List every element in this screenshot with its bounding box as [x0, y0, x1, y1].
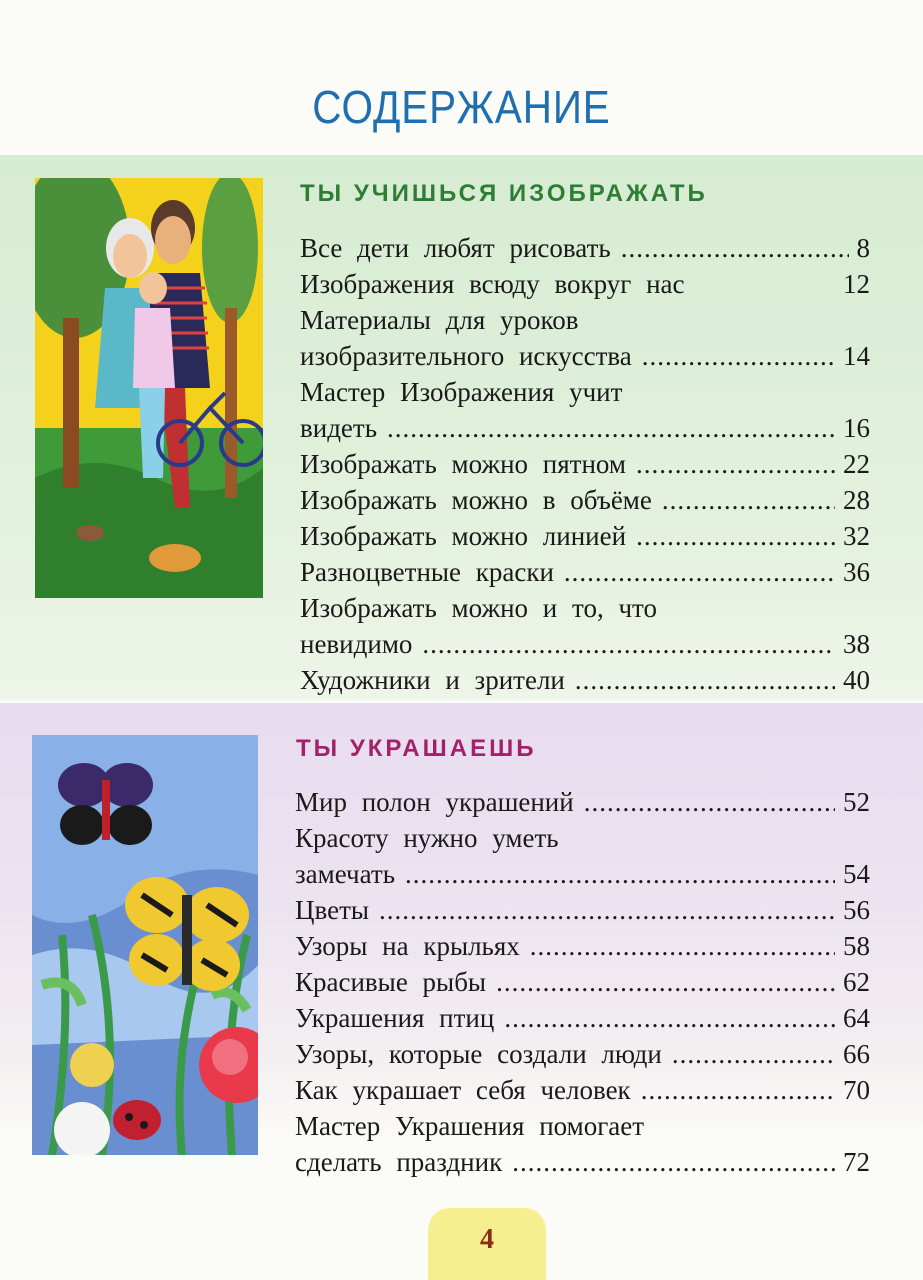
toc-entry-title: Цветы: [295, 895, 370, 925]
toc-entry[interactable]: [295, 1072, 870, 1108]
toc-entry-title: Мастер Изображения учит: [300, 377, 623, 407]
toc-entry[interactable]: [300, 266, 870, 302]
toc-entry[interactable]: [295, 964, 870, 1000]
toc-entry-title: Украшения птиц: [295, 1003, 495, 1033]
toc-entry[interactable]: [300, 230, 870, 266]
toc-entry-title: Красоту нужно уметь: [295, 823, 559, 853]
toc-entry-title: Все дети любят рисовать: [300, 233, 611, 263]
toc-entry-page: 62: [843, 967, 870, 997]
toc-entry[interactable]: [295, 784, 870, 820]
toc-entry-page: 38: [843, 629, 870, 659]
toc-entry[interactable]: [300, 662, 870, 698]
toc-entry-page: 40: [843, 665, 870, 695]
section1-heading: ТЫ УЧИШЬСЯ ИЗОБРАЖАТЬ: [300, 180, 708, 207]
toc-entry-title: изобразительного искусства: [300, 341, 632, 371]
page-number: 4: [480, 1224, 494, 1255]
toc-entry-page: 28: [843, 485, 870, 515]
toc-entry-page: 72: [843, 1147, 870, 1177]
section1-illustration: [35, 178, 263, 598]
toc-entry-page: 8: [856, 233, 870, 263]
toc-entry-page: 12: [843, 269, 870, 299]
toc-entry-line2[interactable]: [300, 626, 870, 662]
toc-entry-page: 14: [843, 341, 870, 371]
toc-entry-page: 58: [843, 931, 870, 961]
toc-entry-page: 56: [843, 895, 870, 925]
section1-toc: [300, 230, 870, 698]
toc-entry-title: Изображать можно и то, что: [300, 593, 657, 623]
toc-entry-page: 66: [843, 1039, 870, 1069]
toc-entry-title: Изображения всюду вокруг нас: [300, 269, 685, 299]
toc-entry[interactable]: [300, 482, 870, 518]
toc-entry[interactable]: [295, 892, 870, 928]
toc-entry-title: Красивые рыбы: [295, 967, 487, 997]
toc-entry-page: 70: [843, 1075, 870, 1105]
toc-entry-title: Узоры, которые создали люди: [295, 1039, 662, 1069]
toc-entry-title: Художники и зрители: [300, 665, 565, 695]
toc-entry-title: сделать праздник: [295, 1147, 503, 1177]
toc-entry-title: Изображать можно в объёме: [300, 485, 652, 515]
toc-entry-page: 22: [843, 449, 870, 479]
toc-entry-line1[interactable]: [295, 820, 870, 856]
toc-entry[interactable]: [300, 554, 870, 590]
toc-entry-title: Мир полон украшений: [295, 787, 574, 817]
toc-entry-title: Материалы для уроков: [300, 305, 579, 335]
toc-entry-title: Узоры на крыльях: [295, 931, 520, 961]
toc-entry-line1[interactable]: [300, 590, 870, 626]
toc-entry-title: Мастер Украшения помогает: [295, 1111, 645, 1141]
toc-entry-page: 36: [843, 557, 870, 587]
section2-toc: [295, 784, 870, 1180]
toc-entry-line1[interactable]: [300, 302, 870, 338]
toc-entry-title: Разноцветные краски: [300, 557, 554, 587]
page-title: СОДЕРЖАНИЕ: [312, 81, 611, 133]
section2-heading: ТЫ УКРАШАЕШЬ: [296, 735, 537, 762]
toc-entry[interactable]: [300, 518, 870, 554]
toc-entry-line2[interactable]: [295, 1144, 870, 1180]
toc-entry-line1[interactable]: [295, 1108, 870, 1144]
toc-entry-line1[interactable]: [300, 374, 870, 410]
toc-entry-page: 52: [843, 787, 870, 817]
toc-entry-page: 64: [843, 1003, 870, 1033]
toc-entry-page: 32: [843, 521, 870, 551]
toc-entry-page: 54: [843, 859, 870, 889]
toc-entry-title: Изображать можно пятном: [300, 449, 626, 479]
toc-entry-line2[interactable]: [300, 410, 870, 446]
toc-entry[interactable]: [295, 1036, 870, 1072]
toc-entry-page: 16: [843, 413, 870, 443]
toc-entry-line2[interactable]: [295, 856, 870, 892]
toc-entry-title: замечать: [295, 859, 396, 889]
toc-entry[interactable]: [295, 1000, 870, 1036]
section2-illustration: [32, 735, 258, 1155]
toc-entry-title: невидимо: [300, 629, 413, 659]
toc-entry-title: Изображать можно линией: [300, 521, 627, 551]
toc-entry[interactable]: [295, 928, 870, 964]
toc-entry-title: Как украшает себя человек: [295, 1075, 631, 1105]
toc-entry-title: видеть: [300, 413, 378, 443]
toc-entry[interactable]: [300, 446, 870, 482]
toc-entry-line2[interactable]: [300, 338, 870, 374]
